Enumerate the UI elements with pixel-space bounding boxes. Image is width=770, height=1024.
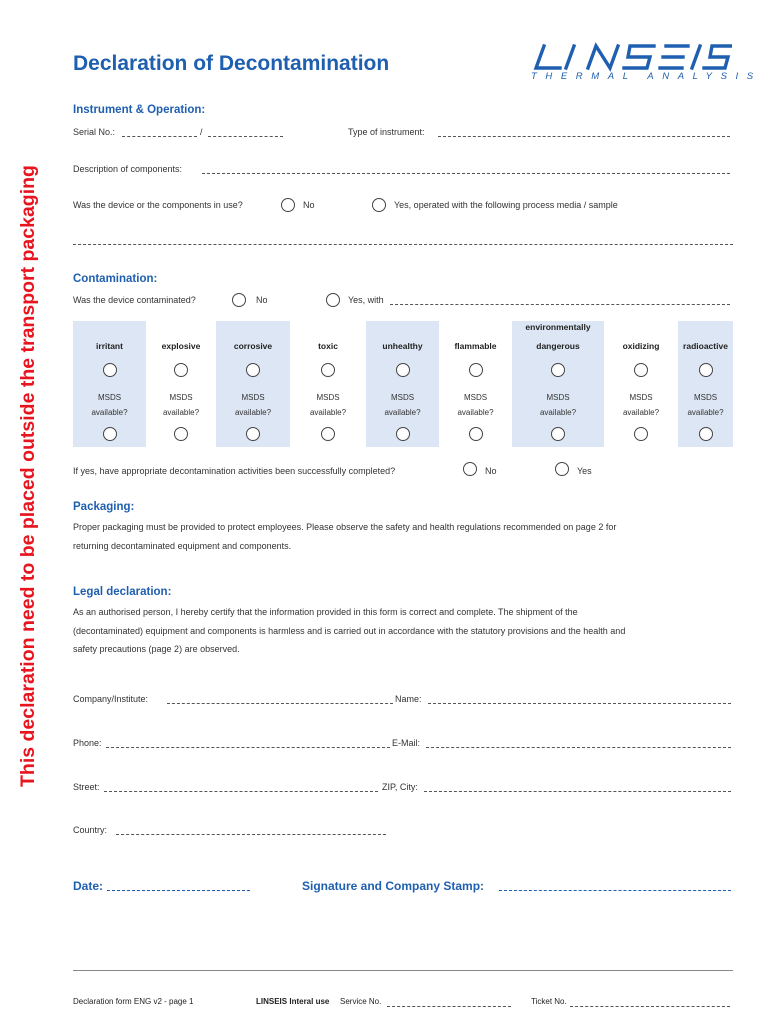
msds-label-line2: available? (309, 408, 347, 417)
contaminated-yes-label: Yes, with (348, 295, 384, 305)
msds-label-line2: available? (162, 408, 200, 417)
msds-checkbox[interactable] (174, 427, 188, 441)
msds-label-line1: MSDS (97, 393, 122, 402)
serial-field-a[interactable] (122, 136, 197, 137)
in-use-yes-label: Yes, operated with the following process media / sample (394, 200, 618, 210)
msds-label (366, 390, 439, 420)
hazard-label-line1: environmentally (525, 322, 591, 332)
hazard-checkbox[interactable] (103, 363, 117, 377)
msds-checkbox[interactable] (634, 427, 648, 441)
date-label: Date: (73, 879, 104, 893)
email-field[interactable] (426, 747, 731, 748)
name-label: Name: (395, 694, 422, 704)
signature-label: Signature and Company Stamp: (302, 879, 485, 893)
company-label: Company/Institute: (73, 694, 149, 704)
msds-checkbox[interactable] (321, 427, 335, 441)
hazard-checkbox[interactable] (396, 363, 410, 377)
side-note: This declaration need to be placed outside the transport packaging (17, 165, 39, 787)
legal-heading: Legal declaration: (73, 586, 172, 598)
components-label: Description of components: (73, 164, 183, 174)
msds-label-line1: MSDS (390, 393, 415, 402)
footer-divider (73, 970, 733, 971)
hazard-checkbox[interactable] (634, 363, 648, 377)
legal-text-3: safety precautions (page 2) are observed. (73, 644, 240, 654)
hazard-checkbox[interactable] (699, 363, 713, 377)
msds-label (216, 390, 290, 420)
footer-internal-use: LINSEIS Interal use (256, 997, 330, 1006)
signature-field[interactable] (499, 890, 731, 891)
msds-label (290, 390, 366, 420)
type-label: Type of instrument: (348, 127, 425, 137)
decon-question: If yes, have appropriate decontamination activities been successfully completed? (73, 466, 396, 476)
contaminated-no-label: No (256, 295, 268, 305)
in-use-question: Was the device or the components in use? (73, 200, 243, 210)
packaging-text-1: Proper packaging must be provided to protect employees. Please observe the safety and health regulations recommended on page 2 for (73, 522, 617, 532)
footer-service-label: Service No. (340, 997, 382, 1006)
msds-label-line1: MSDS (169, 393, 193, 402)
msds-label (604, 390, 678, 420)
footer-ticket-label: Ticket No. (531, 997, 567, 1006)
msds-label-line1: MSDS (546, 393, 570, 402)
msds-label (512, 390, 604, 420)
hazard-checkbox[interactable] (246, 363, 260, 377)
contaminated-no-radio[interactable] (232, 293, 246, 307)
decon-no-label: No (485, 466, 497, 476)
msds-label-line1: MSDS (463, 393, 488, 402)
hazard-label: oxidizing (622, 341, 660, 351)
zip-city-field[interactable] (424, 791, 731, 792)
name-field[interactable] (428, 703, 731, 704)
msds-checkbox[interactable] (469, 427, 483, 441)
type-field[interactable] (438, 136, 730, 137)
msds-label-line2: available? (91, 408, 128, 417)
msds-checkbox[interactable] (551, 427, 565, 441)
hazard-label: irritant (96, 341, 123, 351)
msds-label-line1: MSDS (629, 393, 653, 402)
msds-label-line1: MSDS (241, 393, 265, 402)
msds-checkbox[interactable] (699, 427, 713, 441)
logo-tagline: THERMAL ANALYSIS (531, 71, 762, 82)
msds-checkbox[interactable] (246, 427, 260, 441)
packaging-text-2: returning decontaminated equipment and components. (73, 541, 292, 551)
serial-separator: / (200, 127, 203, 137)
hazard-label: corrosive (233, 341, 273, 351)
in-use-no-radio[interactable] (281, 198, 295, 212)
service-no-field[interactable] (387, 1006, 511, 1007)
phone-field[interactable] (106, 747, 390, 748)
msds-label-line2: available? (384, 408, 421, 417)
street-field[interactable] (104, 791, 378, 792)
msds-label-line1: MSDS (693, 393, 718, 402)
msds-label-line2: available? (687, 408, 724, 417)
ticket-no-field[interactable] (570, 1006, 730, 1007)
phone-label: Phone: (73, 738, 102, 748)
hazard-label: flammable (454, 341, 497, 351)
msds-label (439, 390, 512, 420)
zip-city-label: ZIP, City: (382, 782, 418, 792)
country-field[interactable] (116, 834, 386, 835)
process-media-field[interactable] (73, 244, 733, 245)
legal-text-2: (decontaminated) equipment and components is harmless and is carried out in accordance with the statutory provisions and the health and (73, 626, 626, 636)
hazard-label: toxic (318, 341, 338, 351)
in-use-no-label: No (303, 200, 315, 210)
msds-label-line2: available? (539, 408, 577, 417)
contaminated-yes-radio[interactable] (326, 293, 340, 307)
legal-text-1: As an authorised person, I hereby certify that the information provided in this form is correct and complete. The shipment of the (73, 607, 578, 617)
hazard-label: radioactive (683, 341, 728, 351)
hazard-label: unhealthy (382, 341, 423, 351)
hazard-checkbox[interactable] (321, 363, 335, 377)
msds-label (678, 390, 733, 420)
decon-yes-radio[interactable] (555, 462, 569, 476)
msds-label-line1: MSDS (316, 393, 340, 402)
contamination-heading: Contamination: (73, 273, 158, 285)
packaging-heading: Packaging: (73, 501, 135, 513)
instrument-heading: Instrument & Operation: (73, 104, 206, 116)
serial-field-b[interactable] (208, 136, 283, 137)
hazard-label: dangerous (536, 341, 580, 351)
msds-label (146, 390, 216, 420)
msds-checkbox[interactable] (103, 427, 117, 441)
contaminant-field[interactable] (390, 304, 730, 305)
hazard-label: explosive (161, 341, 201, 351)
date-field[interactable] (107, 890, 250, 891)
company-field[interactable] (167, 703, 393, 704)
street-label: Street: (73, 782, 100, 792)
msds-label-line2: available? (457, 408, 494, 417)
in-use-yes-radio[interactable] (372, 198, 386, 212)
footer-form-id: Declaration form ENG v2 - page 1 (73, 997, 194, 1006)
hazard-checkbox[interactable] (551, 363, 565, 377)
msds-label (73, 390, 146, 420)
msds-label-line2: available? (234, 408, 272, 417)
msds-checkbox[interactable] (396, 427, 410, 441)
decon-no-radio[interactable] (463, 462, 477, 476)
components-field[interactable] (202, 173, 730, 174)
hazard-checkbox[interactable] (174, 363, 188, 377)
hazard-checkbox[interactable] (469, 363, 483, 377)
country-label: Country: (73, 825, 108, 835)
email-label: E-Mail: (392, 738, 421, 748)
msds-label-line2: available? (622, 408, 660, 417)
contaminated-question: Was the device contaminated? (73, 295, 196, 305)
decon-yes-label: Yes (577, 466, 592, 476)
page-title: Declaration of Decontamination (73, 52, 390, 75)
serial-label: Serial No.: (73, 127, 116, 137)
